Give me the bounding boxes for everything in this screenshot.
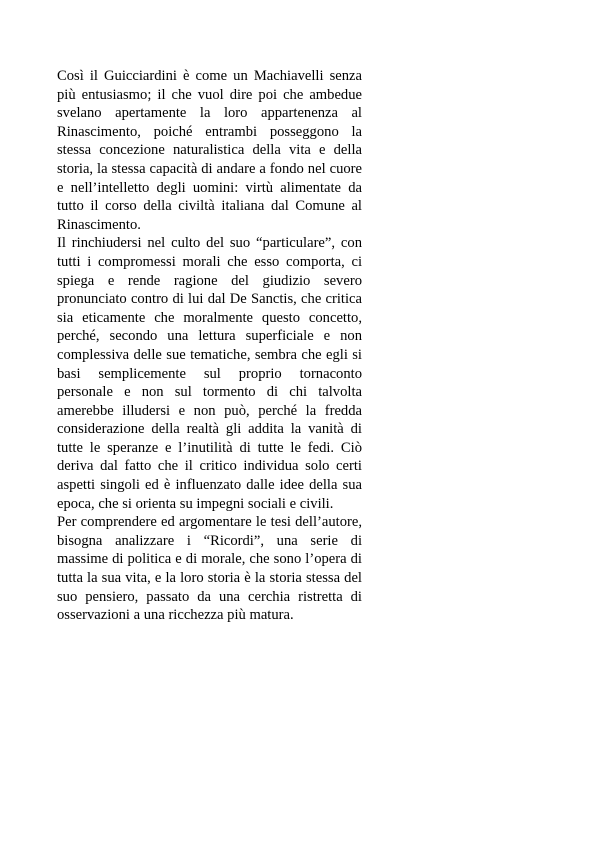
body-text	[57, 67, 362, 625]
paragraph-ricordi: Per comprendere ed argomentare le tesi dell’autore, bisogna analizzare i “Ricordi”, una serie di massime di politica e di morale, che sono l’opera di tutta la sua vita, e la loro storia è la storia stessa del suo pensiero, passato da una cerchia ristretta di osservazioni a una ricchezza più matura.	[57, 514, 362, 624]
paragraph-particulare-de-sanctis: Il rinchiudersi nel culto del suo “particulare”, con tutti i compromessi morali che esso comporta, ci spiega e rende ragione del giudizio severo pronunciato contro di lui dal De Sanctis, che critica sia eticamente che moralmente questo concetto, perché, secondo una lettura superficiale e non complessiva delle sue tematiche, sembra che egli si basi semplicemente sul proprio tornaconto personale e non sul tormento di chi talvolta amerebbe illudersi e non può, perché la fredda considerazione della realtà gli addita la vanità di tutte le speranze e l’inutilità di tutte le fedi. Ciò deriva dal fatto che il critico individua solo certi aspetti singoli ed è influenzato dalle idee della sua epoca, che si orienta su impegni sociali e civili.	[57, 235, 362, 512]
paragraph-guicciardini-machiavelli: Così il Guicciardini è come un Machiavelli senza più entusiasmo; il che vuol dire poi che ambedue svelano apertamente la loro appartenenza al Rinascimento, poiché entrambi posseggono la stessa concezione naturalistica della vita e della storia, la stessa capacità di andare a fondo nel cuore e nell’intelletto degli uomini: virtù alimentate da tutto il corso della civiltà italiana dal Comune al Rinascimento.	[57, 68, 362, 233]
